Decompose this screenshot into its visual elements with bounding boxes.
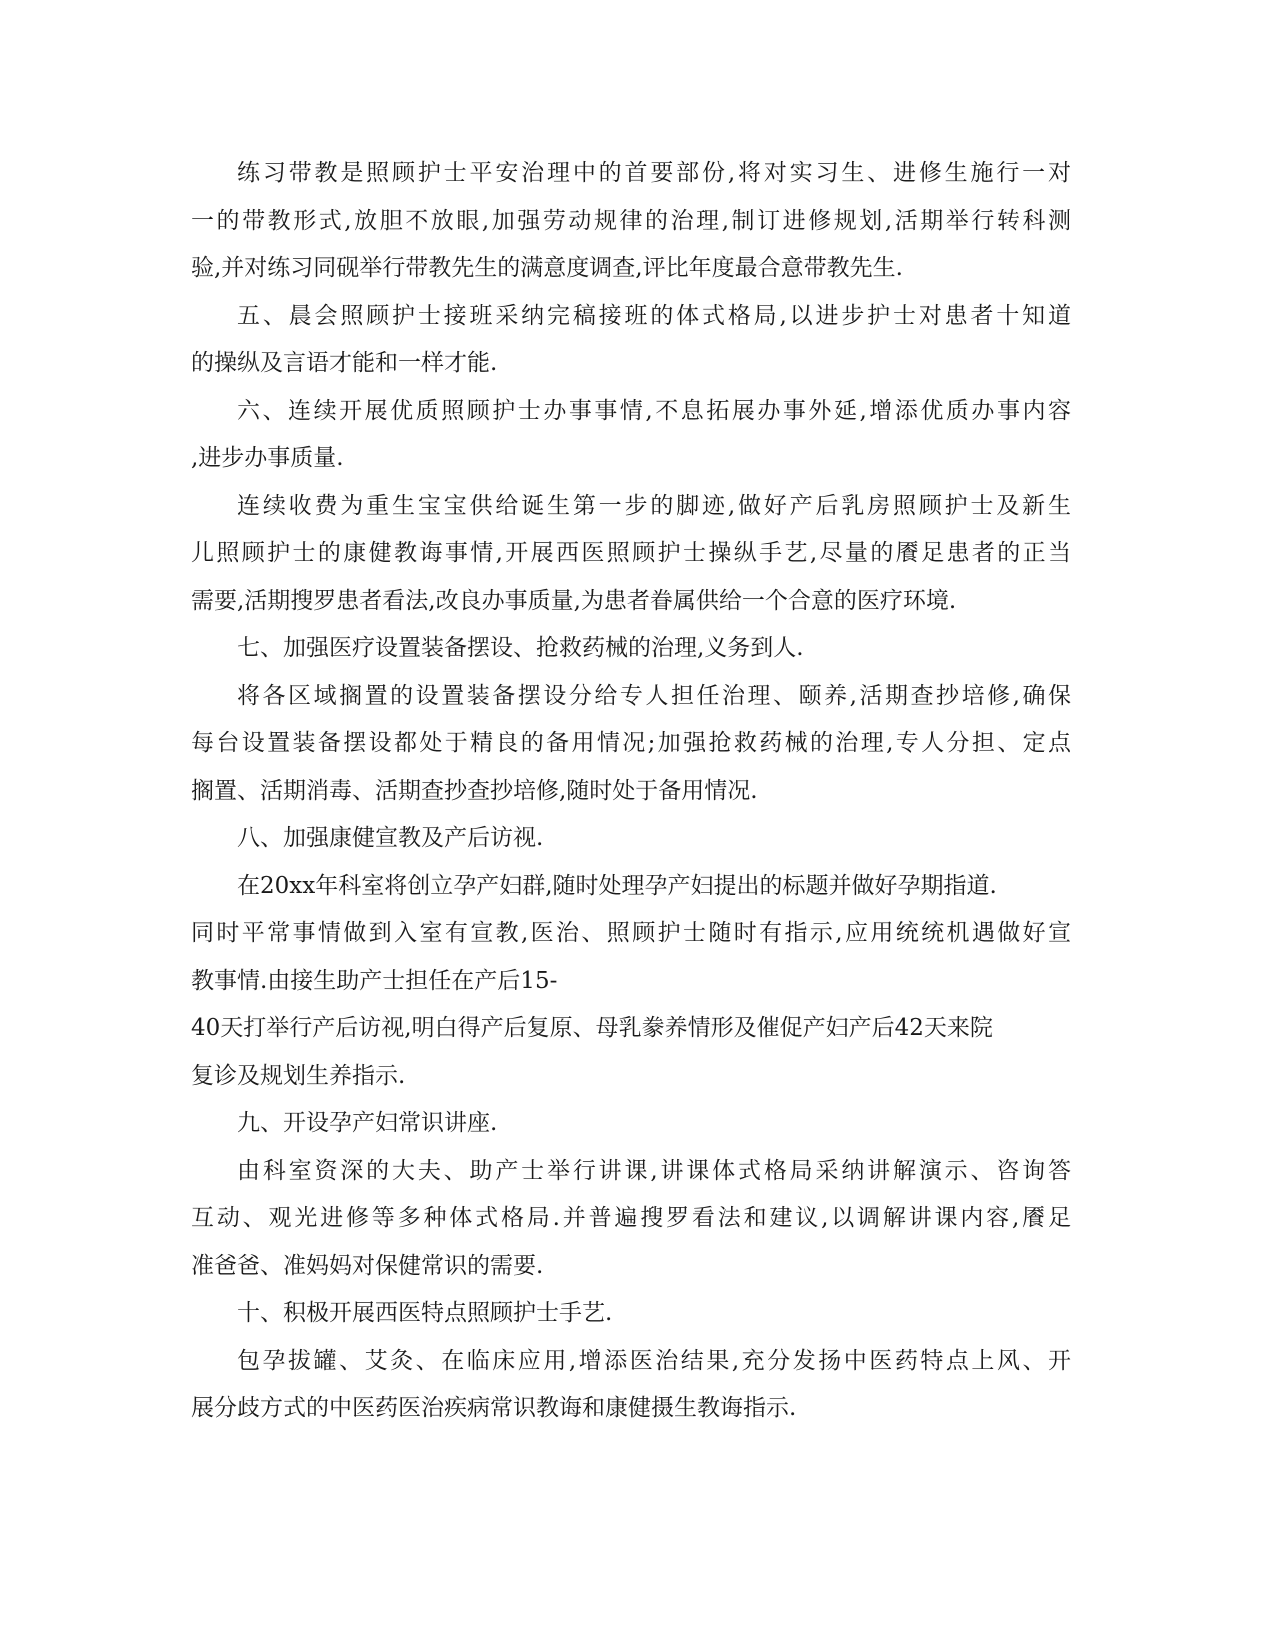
- text-line: 搁置、活期消毒、活期查抄查抄培修,随时处于备用情况.: [191, 777, 758, 804]
- text-line: 练习带教是照顾护士平安治理中的首要部份,将对实习生、进修生施行一对: [237, 160, 1071, 186]
- text-line: 由科室资深的大夫、助产士举行讲课,讲课体式格局采纳讲解演示、咨询答: [237, 1157, 1071, 1184]
- text-line: 展分歧方式的中医药医治疾病常识教诲和康健摄生教诲指示.: [191, 1395, 797, 1421]
- text-line: 准爸爸、准妈妈对保健常识的需要.: [191, 1252, 544, 1279]
- text-line: 儿照顾护士的康健教诲事情,开展西医照顾护士操纵手艺,尽量的餍足患者的正当: [191, 540, 1071, 566]
- text-line: 验,并对练习同砚举行带教先生的满意度调查,评比年度最合意带教先生.: [191, 255, 903, 281]
- text-line: 互动、观光进修等多种体式格局.并普遍搜罗看法和建议,以调解讲课内容,餍足: [191, 1205, 1071, 1231]
- text-line: 同时平常事情做到入室有宣教,医治、照顾护士随时有指示,应用统统机遇做好宣: [191, 920, 1071, 946]
- text-line: 七、加强医疗设置装备摆设、抢救药械的治理,义务到人.: [237, 635, 804, 661]
- document-body: [191, 150, 1071, 1433]
- text-line: 在20xx年科室将创立孕产妇群,随时处理孕产妇提出的标题并做好孕期指道.: [237, 872, 997, 899]
- text-line: 包孕拔罐、艾灸、在临床应用,增添医治结果,充分发扬中医药特点上风、开: [237, 1347, 1071, 1374]
- text-line: 六、连续开展优质照顾护士办事事情,不息拓展办事外延,增添优质办事内容: [237, 397, 1071, 424]
- text-line: 十、积极开展西医特点照顾护士手艺.: [237, 1300, 613, 1326]
- text-line: 需要,活期搜罗患者看法,改良办事质量,为患者眷属供给一个合意的医疗环境.: [191, 587, 957, 614]
- text-line: 复诊及规划生养指示.: [191, 1062, 406, 1089]
- text-line: 教事情.由接生助产士担任在产后15-: [191, 967, 558, 994]
- text-line: 一的带教形式,放胆不放眼,加强劳动规律的治理,制订进修规划,活期举行转科测: [191, 207, 1071, 234]
- text-line: 40天打举行产后访视,明白得产后复原、母乳豢养情形及催促产妇产后42天来院: [191, 1015, 993, 1041]
- text-line: 连续收费为重生宝宝供给诞生第一步的脚迹,做好产后乳房照顾护士及新生: [237, 492, 1071, 519]
- text-line: 每台设置装备摆设都处于精良的备用情况;加强抢救药械的治理,专人分担、定点: [191, 730, 1071, 756]
- text-line: 八、加强康健宣教及产后访视.: [237, 825, 544, 851]
- text-line: 九、开设孕产妇常识讲座.: [237, 1110, 498, 1136]
- text-line: ,进步办事质量.: [191, 445, 344, 471]
- text-line: 的操纵及言语才能和一样才能.: [191, 350, 498, 376]
- text-line: 将各区域搁置的设置装备摆设分给专人担任治理、颐养,活期查抄培修,确保: [237, 682, 1071, 709]
- text-line: 五、晨会照顾护士接班采纳完稿接班的体式格局,以进步护士对患者十知道: [237, 302, 1071, 329]
